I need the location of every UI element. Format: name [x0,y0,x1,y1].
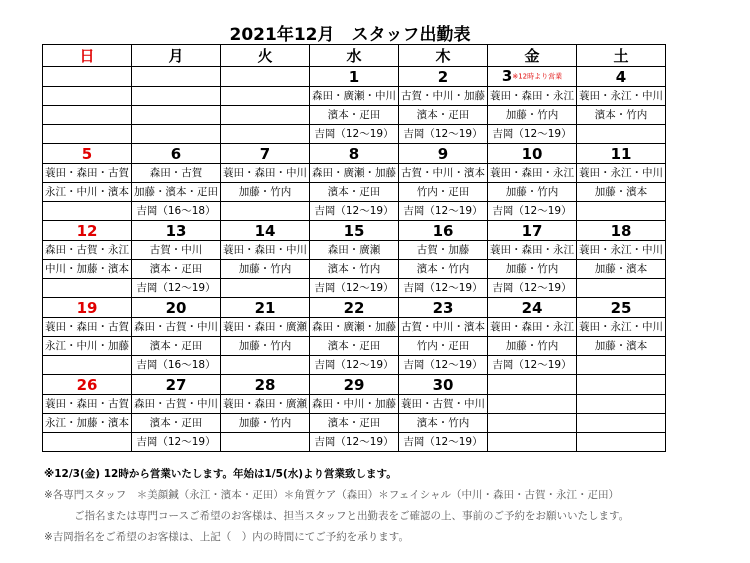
shift-cell: 古賀・中川・加藤 [399,87,488,106]
shift-cell [221,125,310,144]
shift-cell: 森田・古賀・中川 [132,318,221,337]
date-number: 21 [254,298,276,317]
date-number: 2 [437,67,449,86]
date-cell [577,298,666,318]
date-cell [310,221,399,241]
shift-cell: 永江・中川・加藤 [43,337,132,356]
shift-cell: 竹内・疋田 [399,337,488,356]
date-cell [488,144,577,164]
shift-cell: 吉岡（16〜18） [132,356,221,375]
date-cell [221,144,310,164]
shift-cell: 古賀・中川・濱本 [399,318,488,337]
shift-cell: 吉岡（12〜19） [310,279,399,298]
date-cell [43,67,132,87]
date-cell [310,67,399,87]
shift-cell: 濱本・疋田 [132,337,221,356]
date-cell [132,144,221,164]
date-cell [310,144,399,164]
weekday-header: 日 [43,45,132,67]
shift-cell [132,106,221,125]
shift-cell [132,87,221,106]
shift-cell: 加藤・竹内 [221,337,310,356]
shift-cell [577,279,666,298]
shift-cell: 森田・古賀 [132,164,221,183]
shift-cell [577,433,666,452]
shift-cell: 蓑田・森田・古賀 [43,395,132,414]
shift-cell: 加藤・濱本 [577,183,666,202]
date-number: 25 [610,298,632,317]
shift-cell: 吉岡（12〜19） [488,202,577,221]
weekday-header-row [43,45,666,67]
date-row [43,221,666,241]
weekday-header: 水 [310,45,399,67]
date-row [43,375,666,395]
date-number: 27 [165,375,187,394]
shift-cell: 永江・加藤・濱本 [43,414,132,433]
shift-cell: 蓑田・永江・中川 [577,164,666,183]
shift-cell: 濱本・竹内 [577,106,666,125]
shift-row [43,414,666,433]
shift-cell [577,414,666,433]
date-number: 18 [610,221,632,240]
shift-cell [488,433,577,452]
shift-cell: 蓑田・森田・中川 [221,241,310,260]
date-number: 29 [343,375,365,394]
date-cell [577,221,666,241]
shift-row [43,241,666,260]
shift-cell: 蓑田・森田・永江 [488,164,577,183]
date-number: 14 [254,221,276,240]
shift-cell: 蓑田・森田・永江 [488,241,577,260]
date-number: 1 [348,67,360,86]
shift-cell: 吉岡（12〜19） [310,433,399,452]
date-cell [399,375,488,395]
date-cell [221,67,310,87]
shift-cell [488,395,577,414]
shift-cell: 蓑田・永江・中川 [577,87,666,106]
shift-row [43,260,666,279]
shift-cell: 森田・古賀・永江 [43,241,132,260]
date-number: 22 [343,298,365,317]
date-cell [399,144,488,164]
shift-row [43,337,666,356]
shift-row [43,202,666,221]
shift-row [43,87,666,106]
shift-cell: 加藤・濱本 [577,260,666,279]
shift-cell: 加藤・濱本・疋田 [132,183,221,202]
shift-cell: 森田・古賀・中川 [132,395,221,414]
shift-row [43,183,666,202]
note-specialist-staff: ※各専門スタッフ ＊美顔鍼（永江・濱本・疋田）＊角質ケア（森田）＊フェイシャル（中川・森田・古賀・永江・疋田） [44,489,620,501]
date-cell [488,298,577,318]
shift-cell: 加藤・竹内 [488,106,577,125]
shift-cell: 吉岡（12〜19） [399,356,488,375]
notes-section [44,464,744,548]
shift-cell: 濱本・竹内 [399,260,488,279]
date-cell [310,375,399,395]
shift-cell: 蓑田・永江・中川 [577,318,666,337]
shift-row [43,106,666,125]
shift-cell [577,356,666,375]
note-reservation: ご指名または専門コースご希望のお客様は、担当スタッフと出勤表をご確認の上、事前のご予約をお願いいたします。 [74,510,630,522]
date-number: 4 [615,67,627,86]
shift-row [43,125,666,144]
date-number: 10 [521,144,543,163]
weekday-header: 月 [132,45,221,67]
shift-cell: 蓑田・永江・中川 [577,241,666,260]
date-cell [577,375,666,395]
shift-row [43,279,666,298]
shift-cell [43,356,132,375]
shift-cell [577,395,666,414]
weekday-header: 金 [488,45,577,67]
shift-cell: 蓑田・森田・永江 [488,318,577,337]
date-number: 16 [432,221,454,240]
shift-cell: 吉岡（12〜19） [488,356,577,375]
shift-row [43,433,666,452]
shift-cell: 吉岡（12〜19） [399,202,488,221]
date-number: 7 [259,144,271,163]
shift-row [43,164,666,183]
date-cell [577,144,666,164]
shift-cell: 加藤・竹内 [488,183,577,202]
shift-cell: 吉岡（12〜19） [132,279,221,298]
shift-cell [43,279,132,298]
shift-row [43,356,666,375]
date-cell [132,375,221,395]
shift-cell [132,125,221,144]
shift-cell: 吉岡（12〜19） [310,356,399,375]
weekday-header: 火 [221,45,310,67]
shift-cell: 濱本・疋田 [310,414,399,433]
date-number: 5 [81,144,93,163]
date-cell [43,375,132,395]
shift-cell [221,106,310,125]
shift-cell [221,356,310,375]
shift-cell: 永江・中川・濱本 [43,183,132,202]
shift-cell: 濱本・疋田 [310,106,399,125]
shift-cell: 吉岡（12〜19） [488,279,577,298]
date-cell [488,67,577,87]
shift-cell: 加藤・竹内 [221,183,310,202]
page-title: 2021年12月 スタッフ出勤表 [229,25,471,45]
date-cell [577,67,666,87]
shift-cell [221,87,310,106]
date-cell [399,67,488,87]
shift-cell: 古賀・加藤 [399,241,488,260]
shift-cell: 蓑田・森田・古賀 [43,318,132,337]
shift-cell [488,414,577,433]
date-number: 6 [170,144,182,163]
date-number: 8 [348,144,360,163]
shift-cell: 吉岡（12〜19） [488,125,577,144]
shift-cell: 森田・廣瀬・加藤 [310,164,399,183]
date-cell [221,375,310,395]
date-number: 24 [521,298,543,317]
date-cell [221,298,310,318]
shift-cell: 濱本・疋田 [132,260,221,279]
date-row [43,298,666,318]
shift-cell [43,87,132,106]
date-number: 15 [343,221,365,240]
shift-cell: 吉岡（12〜19） [399,433,488,452]
date-cell [221,221,310,241]
shift-cell [221,279,310,298]
date-cell [488,375,577,395]
shift-cell: 古賀・中川・濱本 [399,164,488,183]
date-cell [43,144,132,164]
shift-cell: 森田・廣瀬・加藤 [310,318,399,337]
date-row [43,67,666,87]
shift-cell [43,202,132,221]
date-number: 13 [165,221,187,240]
shift-cell: 加藤・竹内 [488,260,577,279]
shift-cell: 蓑田・森田・中川 [221,164,310,183]
date-number: 9 [437,144,449,163]
shift-cell [43,433,132,452]
shift-cell: 濱本・竹内 [310,260,399,279]
shift-cell: 濱本・疋田 [399,106,488,125]
shift-cell: 蓑田・森田・永江 [488,87,577,106]
shift-cell: 中川・加藤・濱本 [43,260,132,279]
staff-calendar [42,44,666,452]
shift-cell: 吉岡（12〜19） [132,433,221,452]
shift-cell: 蓑田・古賀・中川 [399,395,488,414]
date-cell [399,221,488,241]
shift-row [43,395,666,414]
date-number: 26 [76,375,98,394]
date-cell [310,298,399,318]
shift-cell [577,125,666,144]
shift-cell: 吉岡（12〜19） [310,125,399,144]
date-cell [399,298,488,318]
shift-cell [221,433,310,452]
shift-cell: 濱本・疋田 [310,337,399,356]
shift-cell: 蓑田・森田・廣瀬 [221,318,310,337]
date-number: 23 [432,298,454,317]
date-cell [132,298,221,318]
shift-cell: 吉岡（16〜18） [132,202,221,221]
weekday-header: 土 [577,45,666,67]
shift-cell: 濱本・竹内 [399,414,488,433]
shift-cell: 竹内・疋田 [399,183,488,202]
date-number: 17 [521,221,543,240]
shift-cell: 吉岡（12〜19） [399,125,488,144]
shift-cell [221,202,310,221]
date-cell [43,221,132,241]
shift-cell: 森田・中川・加藤 [310,395,399,414]
shift-cell: 蓑田・森田・古賀 [43,164,132,183]
date-number: 11 [610,144,632,163]
note-opening-hours: ※12/3(金) 12時から営業いたします。年始は1/5(水)より営業致します。 [44,468,397,480]
shift-cell [43,125,132,144]
shift-cell: 森田・廣瀬 [310,241,399,260]
date-cell [132,221,221,241]
shift-cell: 吉岡（12〜19） [310,202,399,221]
shift-cell: 加藤・濱本 [577,337,666,356]
shift-cell: 濱本・疋田 [132,414,221,433]
date-cell [43,298,132,318]
date-number: 19 [76,298,98,317]
shift-cell [43,106,132,125]
shift-cell: 加藤・竹内 [488,337,577,356]
shift-cell: 蓑田・森田・廣瀬 [221,395,310,414]
date-cell [488,221,577,241]
date-number: 12 [76,221,98,240]
date-number: 28 [254,375,276,394]
shift-row [43,318,666,337]
date-cell [132,67,221,87]
weekday-header: 木 [399,45,488,67]
shift-cell: 森田・廣瀬・中川 [310,87,399,106]
date-note: ※12時より営業 [512,72,563,81]
date-row [43,144,666,164]
shift-cell: 古賀・中川 [132,241,221,260]
shift-cell: 加藤・竹内 [221,260,310,279]
shift-cell [577,202,666,221]
date-number: 3 [501,67,513,86]
shift-cell: 加藤・竹内 [221,414,310,433]
date-number: 20 [165,298,187,317]
date-number: 30 [432,375,454,394]
shift-cell: 濱本・疋田 [310,183,399,202]
note-yoshioka: ※吉岡指名をご希望のお客様は、上記（ ）内の時間にてご予約を承ります。 [44,531,409,543]
shift-cell: 吉岡（12〜19） [399,279,488,298]
